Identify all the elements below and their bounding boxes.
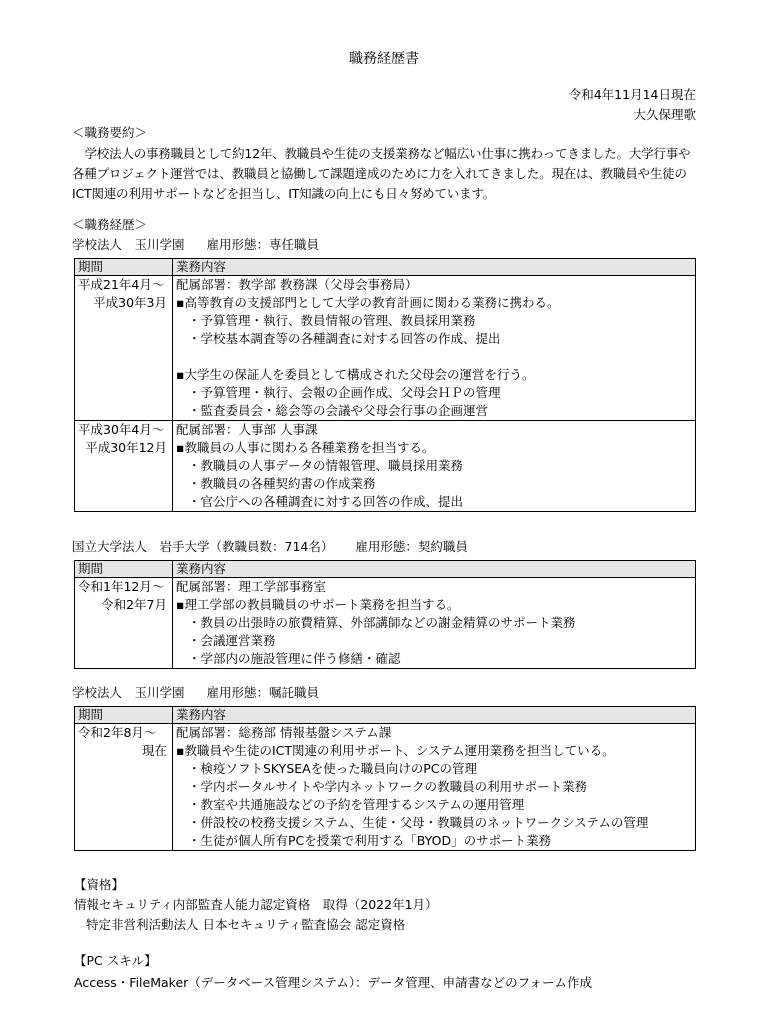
duty-line: ▪高等教育の支援部門として大学の教育計画に関わる業務に携わる。 [176, 295, 560, 310]
period-end: 令和2年7月 [101, 597, 167, 612]
content-header: 業務内容 [173, 707, 696, 724]
table-row [75, 724, 696, 851]
duty-subitem: ・教職員の人事データの情報管理、職員採用業務 [188, 458, 464, 473]
content-cell [173, 276, 696, 421]
duty-subitem: ・学校基本調査等の各種調査に対する回答の作成、提出 [188, 331, 501, 346]
date-text: 令和4年11月14日現在 [568, 87, 696, 102]
period-cell [75, 276, 173, 421]
duty-line: ▪教職員の人事に関わる各種業務を担当する。 [176, 440, 435, 455]
summary-text: 学校法人の事務職員として約12年、教職員や生徒の支援業務など幅広い仕事に携わってきました。大学行事や各種プロジェクト運営では、教職員と協働して課題達成のために力を入れてきました。現在は、教職員や生徒のICT関連の利用サポートなどを担当し、IT知識の向上にも日々努めています。 [72, 146, 691, 201]
employer-1-header [72, 236, 319, 254]
duty-line: ▪教職員や生徒のICT関連の利用サポート、システム運用業務を担当している。 [176, 743, 615, 758]
duty-subitem: ・学部内の施設管理に伴う修繕・確認 [188, 651, 401, 666]
period-cell [75, 421, 173, 512]
summary-heading: ＜職務要約＞ [72, 125, 148, 140]
duty-subitem: ・併設校の校務支援システム、生徒・父母・教職員のネットワークシステムの管理 [188, 815, 649, 830]
duty-subitem: ・学内ポータルサイトや学内ネットワークの教職員の利用サポート業務 [188, 779, 588, 794]
employer-1-org: 学校法人 玉川学園 [72, 237, 185, 252]
duty-subitem: ・予算管理・執行、会報の企画作成、父母会ＨＰの管理 [188, 385, 501, 400]
duty-subitem: ・会議運営業務 [188, 633, 276, 648]
duty-line: ▪理工学部の教員職員のサポート業務を担当する。 [176, 597, 460, 612]
employer-2-header [72, 538, 468, 556]
dept-line: 配属部署：教学部 教務課（父母会事務局） [176, 277, 418, 292]
content-header: 業務内容 [173, 561, 696, 578]
period-start: 平成30年4月～ [78, 422, 165, 437]
period-start: 令和1年12月～ [78, 579, 165, 594]
blank-line [176, 348, 692, 366]
content-cell [173, 578, 696, 669]
employer-3-org: 学校法人 玉川学園 [72, 685, 185, 700]
pc-skill-line: Access・FileMaker（データベース管理システム）：データ管理、申請書などのフォーム作成 [74, 975, 593, 990]
duty-subitem: ・教職員の各種契約書の作成業務 [188, 476, 376, 491]
employer-3-table [74, 706, 696, 851]
page-title: 職務経歴書 [349, 51, 419, 67]
duty-subitem: ・検疫ソフトSKYSEAを使った職員向けのPCの管理 [188, 761, 477, 776]
period-start: 令和2年8月～ [78, 725, 157, 740]
period-end: 平成30年3月 [93, 295, 167, 310]
duty-subitem: ・教室や共通施設などの予約を管理するシステムの運用管理 [188, 797, 525, 812]
dept-line: 配属部署：総務部 情報基盤システム課 [176, 725, 392, 740]
period-header: 期間 [75, 707, 173, 724]
duty-subitem: ・予算管理・執行、教員情報の管理、教員採用業務 [188, 313, 476, 328]
dept-line: 配属部署：人事部 人事課 [176, 422, 318, 437]
duty-subitem: ・監査委員会・総会等の会議や父母会行事の企画運営 [188, 403, 489, 418]
content-cell [173, 724, 696, 851]
content-cell [173, 421, 696, 512]
pc-skills-heading: 【PC スキル】 [74, 953, 157, 968]
duty-subitem: ・教員の出張時の旅費精算、外部講師などの謝金精算のサポート業務 [188, 615, 576, 630]
employer-2-org: 国立大学法人 岩手大学（教職員数：714名） [72, 539, 334, 554]
employer-1-employment: 雇用形態：専任職員 [206, 237, 320, 252]
table-row [75, 421, 696, 512]
duty-subitem: ・官公庁への各種調査に対する回答の作成、提出 [188, 494, 464, 509]
author-name: 大久保理歌 [633, 107, 696, 122]
table-header-row [75, 259, 696, 276]
table-header-row [75, 561, 696, 578]
qualification-issuer: 特定非営利活動法人 日本セキュリティ監査協会 認定資格 [86, 917, 406, 932]
history-heading: ＜職務経歴＞ [72, 217, 148, 232]
period-cell [75, 724, 173, 851]
duty-subitem: ・生徒が個人所有PCを授業で利用する「BYOD」のサポート業務 [188, 833, 552, 848]
table-row [75, 578, 696, 669]
period-header: 期間 [75, 561, 173, 578]
content-header: 業務内容 [173, 259, 696, 276]
period-start: 平成21年4月～ [78, 277, 165, 292]
employer-2-table [74, 560, 696, 669]
period-end: 平成30年12月 [85, 440, 167, 455]
employer-1-table [74, 258, 696, 512]
qualification-line: 情報セキュリティ内部監査人能力認定資格 取得（2022年1月） [74, 897, 438, 912]
header-meta [569, 86, 696, 126]
employer-2-employment: 雇用形態：契約職員 [355, 539, 468, 554]
period-header: 期間 [75, 259, 173, 276]
dept-line: 配属部署：理工学部事務室 [176, 579, 327, 594]
period-cell [75, 578, 173, 669]
qualifications-heading: 【資格】 [74, 877, 125, 892]
period-end: 現在 [141, 743, 167, 758]
table-row [75, 276, 696, 421]
employer-3-header [72, 684, 319, 702]
table-header-row [75, 707, 696, 724]
employer-3-employment: 雇用形態：嘱託職員 [206, 685, 320, 700]
duty-line: ▪大学生の保証人を委員として構成された父母会の運営を行う。 [176, 367, 535, 382]
